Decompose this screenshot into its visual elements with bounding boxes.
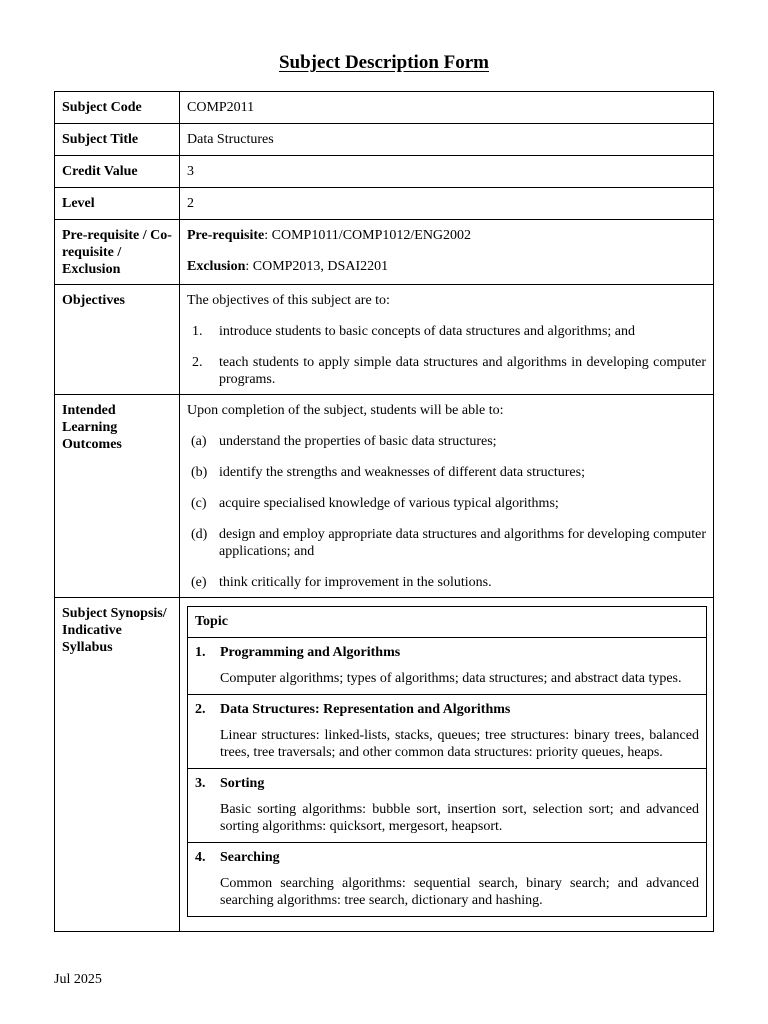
subject-code-row — [55, 92, 714, 124]
topic-title-text: Data Structures: Representation and Algorithms — [220, 702, 511, 717]
outcomes-list — [187, 433, 706, 591]
topic-number: 4. — [195, 850, 206, 865]
subject-title-value: Data Structures — [180, 124, 714, 156]
syllabus-label: Subject Synopsis/ Indicative Syllabus — [55, 598, 180, 932]
objectives-label: Objectives — [55, 285, 180, 395]
outcome-marker: (d) — [191, 527, 208, 542]
topic-title — [195, 644, 699, 661]
outcome-item — [187, 574, 706, 591]
objectives-value — [180, 285, 714, 395]
level-value: 2 — [180, 188, 714, 220]
credit-value-value: 3 — [180, 156, 714, 188]
topic-number: 3. — [195, 776, 206, 791]
topic-description: Computer algorithms; types of algorithms; data structures; and abstract data types. — [220, 671, 682, 686]
objective-text: teach students to apply simple data structures and algorithms in developing computer programs. — [219, 355, 706, 387]
subject-title-row — [55, 124, 714, 156]
outcome-text: think critically for improvement in the solutions. — [219, 575, 492, 590]
outcome-item — [187, 433, 706, 450]
objective-marker: 2. — [192, 355, 203, 370]
outcome-item — [187, 526, 706, 560]
outcome-marker: (c) — [191, 496, 207, 511]
topic-row — [188, 638, 707, 695]
topic-number: 1. — [195, 645, 206, 660]
topic-title — [195, 775, 699, 792]
prerequisite-label: Pre-requisite / Co-requisite / Exclusion — [55, 220, 180, 285]
objectives-list — [187, 323, 706, 388]
footer-date: Jul 2025 — [54, 972, 102, 987]
topic-title — [195, 701, 699, 718]
prerequisite-key: Pre-requisite — [187, 228, 265, 243]
topic-row — [188, 695, 707, 769]
syllabus-row — [55, 598, 714, 932]
topic-title — [195, 849, 699, 866]
exclusion-key: Exclusion — [187, 259, 246, 274]
outcome-text: understand the properties of basic data structures; — [219, 434, 497, 449]
learning-outcomes-value — [180, 395, 714, 598]
objective-marker: 1. — [192, 324, 203, 339]
topic-row — [188, 843, 707, 917]
prerequisite-value — [180, 220, 714, 285]
credit-value-row — [55, 156, 714, 188]
outcome-marker: (b) — [191, 465, 208, 480]
prerequisite-row — [55, 220, 714, 285]
objectives-intro: The objectives of this subject are to: — [187, 293, 390, 308]
page-title: Subject Description Form — [278, 52, 490, 73]
learning-outcomes-row — [55, 395, 714, 598]
topic-title-text: Sorting — [220, 776, 265, 791]
subject-code-value: COMP2011 — [180, 92, 714, 124]
topic-cell — [188, 638, 707, 695]
outcome-item — [187, 464, 706, 481]
outcome-marker: (a) — [191, 434, 207, 449]
topic-header-row — [188, 607, 707, 638]
topic-description: Basic sorting algorithms: bubble sort, insertion sort, selection sort; and advanced sorting algorithms: quicksort, mergesort, heapsort. — [220, 802, 699, 834]
prerequisite-courses: : COMP1011/COMP1012/ENG2002 — [264, 228, 472, 243]
level-row — [55, 188, 714, 220]
outcome-marker: (e) — [191, 575, 207, 590]
learning-outcomes-label: Intended Learning Outcomes — [55, 395, 180, 598]
topic-description: Common searching algorithms: sequential search, binary search; and advanced searching algorithms: tree search, dictionary and hashing. — [220, 876, 699, 908]
topic-row — [188, 769, 707, 843]
topic-cell — [188, 843, 707, 917]
level-label: Level — [55, 188, 180, 220]
topic-title-text: Programming and Algorithms — [220, 645, 401, 660]
topic-cell — [188, 695, 707, 769]
syllabus-value — [180, 598, 714, 932]
topic-title-text: Searching — [220, 850, 280, 865]
objective-item — [187, 323, 706, 340]
outcome-text: design and employ appropriate data structures and algorithms for developing computer applications; and — [219, 527, 706, 559]
topic-header: Topic — [188, 607, 707, 638]
outcome-text: identify the strengths and weaknesses of different data structures; — [219, 465, 585, 480]
topic-number: 2. — [195, 702, 206, 717]
prerequisite-line — [187, 227, 706, 244]
subject-title-label: Subject Title — [55, 124, 180, 156]
syllabus-topic-table — [187, 606, 707, 917]
topic-cell — [188, 769, 707, 843]
objectives-row — [55, 285, 714, 395]
credit-value-label: Credit Value — [55, 156, 180, 188]
outcome-item — [187, 495, 706, 512]
outcome-text: acquire specialised knowledge of various typical algorithms; — [219, 496, 559, 511]
exclusion-courses: : COMP2013, DSAI2201 — [245, 259, 389, 274]
subject-code-label: Subject Code — [55, 92, 180, 124]
topic-description: Linear structures: linked-lists, stacks, queues; tree structures: binary trees, balanced trees, tree traversals; and other common data structures: priority queues, heaps. — [220, 728, 699, 760]
objective-text: introduce students to basic concepts of data structures and algorithms; and — [219, 324, 636, 339]
outcomes-intro: Upon completion of the subject, students will be able to: — [187, 403, 504, 418]
objective-item — [187, 354, 706, 388]
exclusion-line — [187, 258, 706, 275]
subject-form-table — [54, 91, 714, 932]
